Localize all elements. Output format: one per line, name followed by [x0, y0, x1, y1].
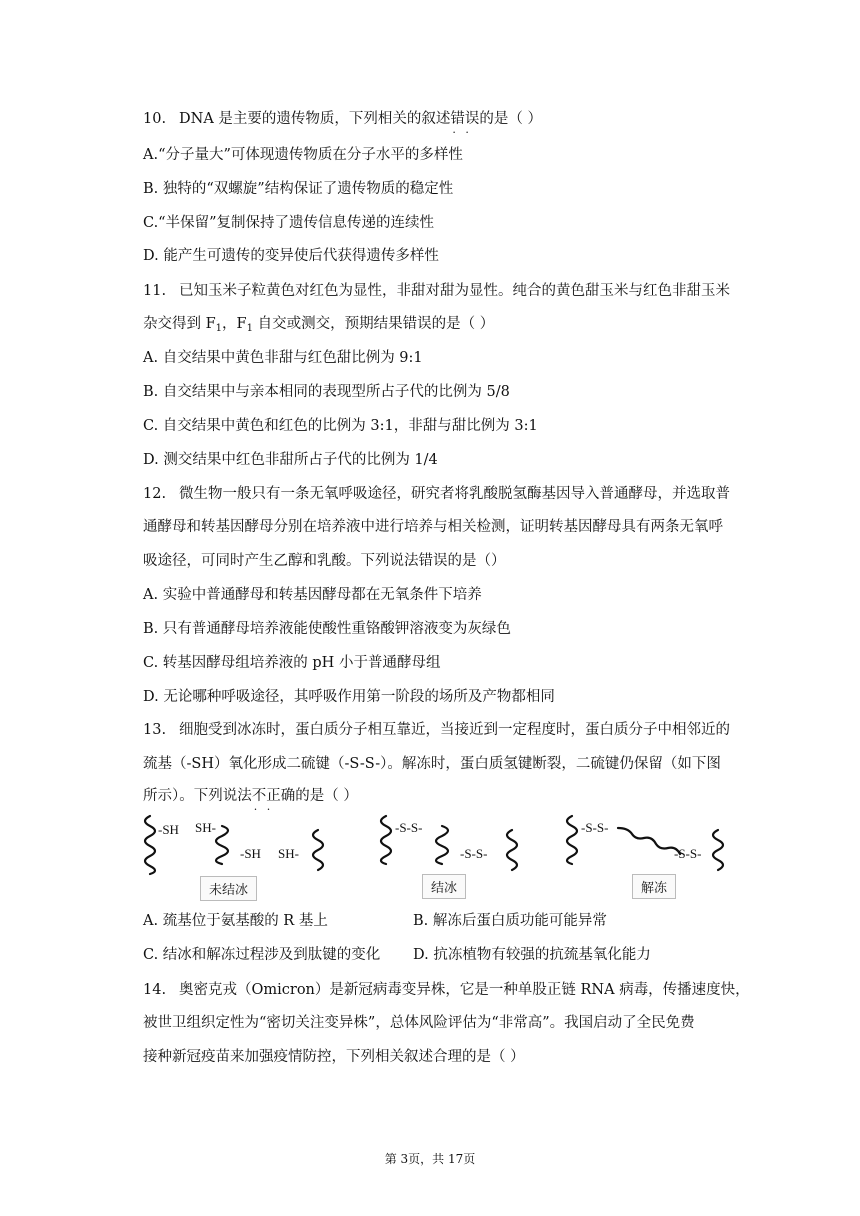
ss-label-3: -S-S-: [581, 820, 609, 835]
q11-f1-sub-2: 1: [246, 323, 253, 334]
page-footer: 第 3页，共 17页: [384, 1152, 476, 1166]
q13-stem-line1: [143, 720, 730, 740]
q11-line1-text: 已知玉米子粒黄色对红色为显性，非甜对甜为显性。纯合的黄色甜玉米与红色非甜玉米: [179, 283, 730, 299]
q12-stem-line2: 通酵母和转基因酵母分别在培养液中进行培养与相关检测，证明转基因酵母具有两条无氧呼: [143, 519, 723, 535]
protein-folding-diagram: [140, 808, 750, 880]
q13-stem-line3: [143, 786, 358, 806]
ss-label-2: -S-S-: [460, 846, 488, 861]
q12-option-a: A. 实验中普通酵母和转基因酵母都在无氧条件下培养: [143, 587, 482, 603]
sh-label-2: SH-: [195, 820, 216, 835]
protein-chain-3a: [567, 816, 577, 864]
q11-stem-line2: [143, 314, 494, 339]
caption-unfrozen: 未结冰: [200, 876, 257, 901]
protein-chain-1a: [145, 816, 155, 874]
protein-chain-2c: [507, 830, 517, 870]
q11-number: 11.: [143, 283, 167, 299]
q10-option-a: A.“分子量大”可体现遗传物质在分子水平的多样性: [143, 147, 463, 163]
sh-label-1: -SH: [158, 822, 179, 837]
q12-option-b: B. 只有普通酵母培养液能使酸性重铬酸钾溶液变为灰绿色: [143, 621, 511, 637]
sh-label-4: SH-: [278, 846, 299, 861]
protein-chain-1b: [216, 826, 228, 864]
q14-number: 14.: [143, 982, 167, 998]
q10-option-d: D. 能产生可遗传的变异使后代获得遗传多样性: [143, 248, 439, 264]
q13-option-a: A. 巯基位于氨基酸的 R 基上: [143, 913, 328, 929]
q11-option-c: C. 自交结果中黄色和红色的比例为 3:1，非甜与甜比例为 3:1: [143, 418, 538, 434]
q12-stem-line1: [143, 484, 730, 504]
q13-line1-text: 细胞受到冰冻时，蛋白质分子相互靠近，当接近到一定程度时，蛋白质分子中相邻近的: [179, 722, 730, 738]
q11-stem-line1: [143, 281, 730, 301]
q13-option-c: C. 结冰和解冻过程涉及到肽键的变化: [143, 947, 381, 963]
protein-chain-3b: [618, 828, 680, 854]
protein-chain-3c: [713, 830, 723, 870]
q10-stem-text-a: DNA 是主要的遗传物质，下列相关的叙述: [179, 111, 451, 127]
q12-option-c: C. 转基因酵母组培养液的 pH 小于普通酵母组: [143, 655, 441, 671]
protein-chain-2a: [381, 816, 391, 864]
q10-option-c: C.“半保留”复制保持了遗传信息传递的连续性: [143, 215, 435, 231]
caption-thawed: 解冻: [632, 874, 676, 899]
q11-option-d: D. 测交结果中红色非甜所占子代的比例为 1/4: [143, 452, 438, 468]
ss-label-1: -S-S-: [395, 820, 423, 835]
q13-option-b: B. 解冻后蛋白质功能可能异常: [413, 913, 607, 929]
q13-stem-line2: 巯基（-SH）氧化形成二硫键（-S-S-）。解冻时，蛋白质氢键断裂，二硫键仍保留（如下图: [143, 756, 721, 772]
q12-number: 12.: [143, 486, 167, 502]
q10-emphasis: 错误 · ·: [450, 111, 479, 127]
q10-stem-text-b: 的是（ ）: [479, 111, 543, 127]
q10-number: 10.: [143, 111, 167, 127]
q14-line1-text: 奥密克戎（Omicron）是新冠病毒变异株，它是一种单股正链 RNA 病毒，传播速度快，: [179, 982, 750, 998]
q13-emphasis: 不正确 · ·: [252, 788, 296, 804]
protein-chain-2b: [436, 826, 448, 864]
q11-line2-b: ，F: [222, 316, 247, 332]
q11-line2-a: 杂交得到 F: [143, 316, 216, 332]
q12-stem-line3: 吸途径，可同时产生乙醇和乳酸。下列说法错误的是（）: [143, 553, 506, 569]
sh-label-3: -SH: [240, 846, 261, 861]
q11-option-a: A. 自交结果中黄色非甜与红色甜比例为 9:1: [143, 350, 423, 366]
q13-line3-b: 的是（ ）: [295, 788, 358, 804]
q14-stem-line3: 接种新冠疫苗来加强疫情防控，下列相关叙述合理的是（ ）: [143, 1049, 525, 1065]
q13-number: 13.: [143, 722, 167, 738]
ss-label-4: -S-S-: [674, 846, 702, 861]
q14-stem-line1: [143, 980, 750, 1000]
q10-stem: [143, 109, 542, 129]
caption-frozen: 结冰: [422, 874, 466, 899]
q11-line2-c: 自交或测交，预期结果错误的是（ ）: [252, 316, 495, 332]
q13-option-d: D. 抗冻植物有较强的抗巯基氧化能力: [413, 947, 651, 963]
q12-line1-text: 微生物一般只有一条无氧呼吸途径，研究者将乳酸脱氢酶基因导入普通酵母，并选取普: [179, 486, 730, 502]
protein-chain-1c: [313, 830, 323, 870]
q14-stem-line2: 被世卫组织定性为“密切关注变异株”，总体风险评估为“非常高”。我国启动了全民免费: [143, 1015, 695, 1031]
q13-line3-a: 所示）。下列说法: [143, 788, 252, 804]
q12-option-d: D. 无论哪种呼吸途径，其呼吸作用第一阶段的场所及产物都相同: [143, 689, 555, 705]
q10-option-b: B. 独特的“双螺旋”结构保证了遗传物质的稳定性: [143, 181, 454, 197]
q13-figure: [140, 808, 750, 908]
q11-option-b: B. 自交结果中与亲本相同的表现型所占子代的比例为 5/8: [143, 384, 510, 400]
q11-f1-sub-1: 1: [215, 323, 223, 334]
